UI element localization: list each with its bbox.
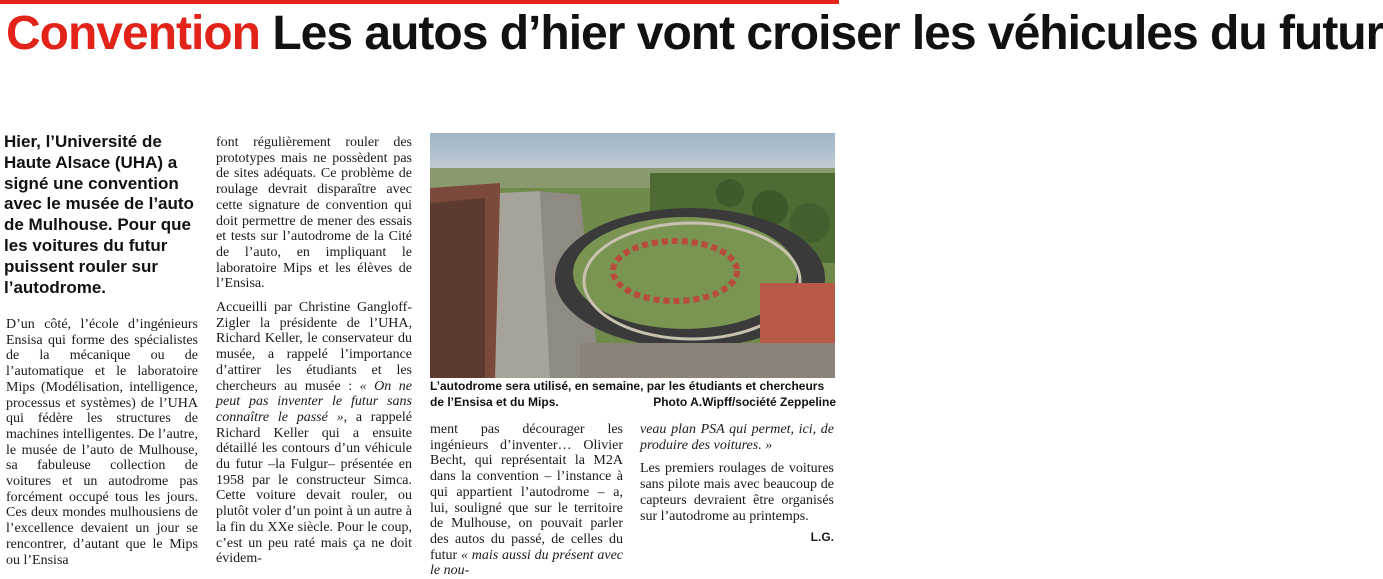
column-2-paragraph-2 bbox=[216, 300, 412, 567]
column-2-paragraph-1: font régulièrement rouler des prototypes mais ne possèdent pas de sites adéquats. Ce problème de roulage devrait disparaître avec cette signature de convention qui doit permettre de mener des essais et tests sur l’autodrome de la Cité de l’auto, en impliquant le laboratoire Mips et les élèves de l’Ensisa. bbox=[216, 135, 412, 292]
article-column-2 bbox=[216, 135, 412, 567]
headline-title: Les autos d’hier vont croiser les véhicules du futur bbox=[272, 7, 1383, 60]
column-2-text-b: , a rappelé Richard Keller qui a ensuite détaillé les contours d’un véhicule du futur –la Fulgur– présentée en 1958 par le constructeur Simca. Cette voiture devait rouler, ou plutôt voler d’un point à un autre à la fin du XXe siècle. Pour le coup, c’est un peu raté mais ça ne doit évidem- bbox=[216, 409, 412, 567]
article-column-3 bbox=[430, 422, 623, 579]
headline-kicker: Convention bbox=[6, 7, 260, 60]
top-accent-bar bbox=[0, 0, 839, 4]
headline bbox=[6, 6, 1383, 62]
photo-credit: Photo A.Wipff/société Zeppeline bbox=[653, 395, 836, 409]
autodrome-photo bbox=[430, 133, 835, 378]
becht-quote-start: « mais aussi du présent avec le nou- bbox=[430, 547, 623, 579]
becht-quote-end: veau plan PSA qui permet, ici, de produire des voitures. » bbox=[640, 422, 834, 453]
author-signature: L.G. bbox=[810, 530, 834, 545]
lead-paragraph: Hier, l’Université de Haute Alsace (UHA) a signé une convention avec le musée de l’auto de Mulhouse. Pour que les voitures du futur puissent rouler sur l’autodrome. bbox=[4, 132, 194, 297]
article-column-4 bbox=[640, 422, 834, 546]
column-1-text: D’un côté, l’école d’ingénieurs Ensisa qui forme des spécialistes de la mécanique ou de l’automatique et le laboratoire Mips (Modélisation, intelligence, processus et systèmes) de l’UHA qui fédère les structures de machines intelligentes. De l’autre, le musée de l’auto de Mulhouse, sa fabuleuse collection de voitures et un autodrome pas forcément occupé tous les jours. Ces deux mondes mulhousiens de l’excellence devaient un jour se rencontrer, d’autant que le Mips ou l’Ensisa bbox=[6, 317, 198, 568]
column-3-text bbox=[430, 422, 623, 579]
column-3-text-a: ment pas décourager les ingénieurs d’inventer… Olivier Becht, qui représentait la M2A dans la convention – l’instance à qui appartient l’autodrome – a, lui, souligné que sur le territoire de Mulhouse, on pouvait parler des autos du passé, de celles du futur bbox=[430, 422, 623, 563]
caption-text: L’autodrome sera utilisé, en semaine, par les étudiants et chercheurs de l’Ensisa et du Mips. bbox=[430, 379, 825, 409]
column-4-paragraph: Les premiers roulages de voitures sans pilote mais avec beaucoup de capteurs devraient être organisés sur l’autodrome au printemps. bbox=[640, 461, 834, 524]
column-2-text-a: Accueilli par Christine Gangloff-Zigler la présidente de l’UHA, Richard Keller, le conservateur du musée, a rappelé l’importance d’attirer les étudiants et les chercheurs au musée : bbox=[216, 300, 412, 394]
keller-quote: « On ne peut pas inventer le futur sans connaître le passé » bbox=[216, 378, 413, 425]
photo-caption bbox=[430, 378, 836, 410]
article-column-1 bbox=[6, 317, 198, 568]
